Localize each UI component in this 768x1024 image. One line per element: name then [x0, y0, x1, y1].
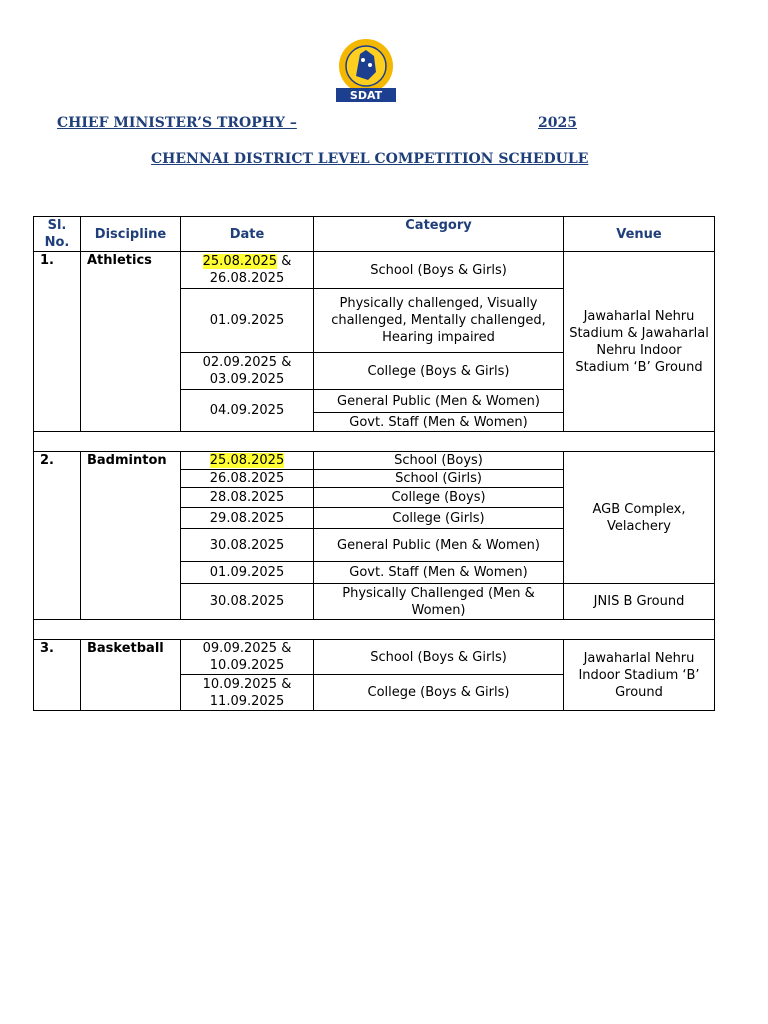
page-title: CHIEF MINISTER’S TROPHY –: [57, 115, 297, 131]
column-header: Sl. No.: [34, 217, 81, 252]
venue-cell: AGB Complex, Velachery: [564, 452, 715, 584]
category-cell: General Public (Men & Women): [314, 390, 564, 413]
date-cell: [181, 452, 314, 470]
category-cell: College (Boys & Girls): [314, 353, 564, 390]
date-cell: 25.08.2025 & 26.08.2025: [181, 252, 314, 289]
date-cell: 01.09.2025: [181, 289, 314, 353]
category-cell: College (Girls): [314, 508, 564, 529]
category-cell: School (Boys & Girls): [314, 640, 564, 675]
date-cell: 04.09.2025: [181, 390, 314, 432]
spacer-row: [34, 432, 715, 452]
column-header: Date: [181, 217, 314, 252]
page-subtitle: CHENNAI DISTRICT LEVEL COMPETITION SCHEDULE: [151, 151, 589, 167]
date-highlight: 25.08.2025: [202, 254, 278, 269]
schedule-table: [33, 216, 715, 711]
spacer-row: [34, 620, 715, 640]
date-cell: 09.09.2025 & 10.09.2025: [181, 640, 314, 675]
category-cell: College (Boys): [314, 488, 564, 508]
column-header: Venue: [564, 217, 715, 252]
logo-text: SDAT: [349, 89, 383, 102]
column-header: Category: [314, 217, 564, 252]
date-cell: 26.08.2025: [181, 470, 314, 488]
venue-cell: JNIS B Ground: [564, 584, 715, 620]
venue-cell: Jawaharlal Nehru Stadium & Jawaharlal Nehru Indoor Stadium ‘B’ Ground: [564, 252, 715, 432]
category-cell: Physically Challenged (Men & Women): [314, 584, 564, 620]
table-row: [34, 640, 715, 675]
category-cell: School (Boys): [314, 452, 564, 470]
date-cell: 30.08.2025: [181, 584, 314, 620]
serial-number: 1.: [34, 252, 81, 432]
serial-number: 3.: [34, 640, 81, 711]
sdat-logo: [330, 38, 402, 102]
date-cell: 01.09.2025: [181, 562, 314, 584]
date-cell: 29.08.2025: [181, 508, 314, 529]
date-highlight: 25.08.2025: [209, 453, 285, 468]
category-cell: Physically challenged, Visually challenged, Mentally challenged, Hearing impaired: [314, 289, 564, 353]
table-header-row: [34, 217, 715, 252]
category-cell: College (Boys & Girls): [314, 675, 564, 711]
discipline-name: Basketball: [81, 640, 181, 711]
venue-cell: Jawaharlal Nehru Indoor Stadium ‘B’ Ground: [564, 640, 715, 711]
category-cell: Govt. Staff (Men & Women): [314, 413, 564, 432]
table-row: [34, 252, 715, 289]
serial-number: 2.: [34, 452, 81, 620]
category-cell: School (Girls): [314, 470, 564, 488]
date-cell: 28.08.2025: [181, 488, 314, 508]
discipline-name: Athletics: [81, 252, 181, 432]
discipline-name: Badminton: [81, 452, 181, 620]
date-cell: 02.09.2025 & 03.09.2025: [181, 353, 314, 390]
category-cell: School (Boys & Girls): [314, 252, 564, 289]
table-row: [34, 452, 715, 470]
date-cell: 10.09.2025 & 11.09.2025: [181, 675, 314, 711]
column-header: Discipline: [81, 217, 181, 252]
category-cell: Govt. Staff (Men & Women): [314, 562, 564, 584]
category-cell: General Public (Men & Women): [314, 529, 564, 562]
page-title-year: 2025: [538, 115, 577, 131]
date-cell: 30.08.2025: [181, 529, 314, 562]
